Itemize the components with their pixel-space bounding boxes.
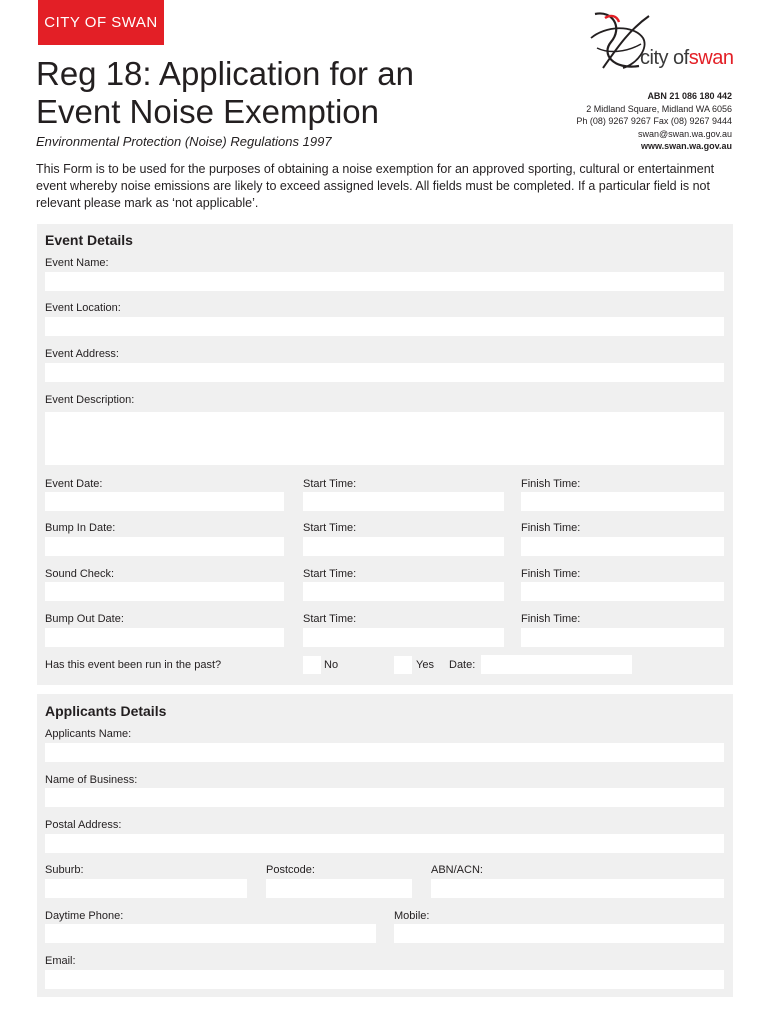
- suburb-label: Suburb:: [45, 864, 84, 876]
- yes-label: Yes: [416, 659, 434, 671]
- event-name-field[interactable]: [45, 272, 724, 291]
- event-location-field[interactable]: [45, 317, 724, 336]
- title-line-2: Event Noise Exemption: [36, 93, 380, 130]
- bump-out-label: Bump Out Date:: [45, 613, 124, 625]
- bump-in-label: Bump In Date:: [45, 522, 116, 534]
- suburb-field[interactable]: [45, 879, 247, 898]
- email-text: swan@swan.wa.gov.au: [637, 128, 732, 139]
- logo-swan-text: swan: [688, 47, 734, 69]
- bump-out-finish-label: Finish Time:: [521, 613, 581, 625]
- postal-address-field[interactable]: [45, 834, 724, 853]
- past-date-field[interactable]: [481, 655, 632, 674]
- email-label: Email:: [45, 955, 76, 967]
- event-details-heading: Event Details: [45, 232, 133, 248]
- bump-in-finish-label: Finish Time:: [521, 522, 581, 534]
- org-tab: CITY OF SWAN: [38, 0, 164, 45]
- event-start-label: Start Time:: [303, 478, 357, 490]
- no-checkbox[interactable]: [303, 656, 321, 674]
- sound-check-start-label: Start Time:: [303, 568, 357, 580]
- business-name-label: Name of Business:: [45, 774, 138, 786]
- contact-block: [576, 90, 732, 153]
- mobile-field[interactable]: [394, 924, 724, 943]
- business-name-field[interactable]: [45, 788, 724, 807]
- page-title: [36, 55, 456, 131]
- address-text: 2 Midland Square, Midland WA 6056: [586, 103, 732, 114]
- page-subtitle: Environmental Protection (Noise) Regulations 1997: [36, 134, 332, 149]
- sound-check-finish-time-field[interactable]: [521, 582, 724, 601]
- daytime-phone-field[interactable]: [45, 924, 376, 943]
- bump-in-start-time-field[interactable]: [303, 537, 504, 556]
- event-finish-label: Finish Time:: [521, 478, 581, 490]
- bump-out-start-label: Start Time:: [303, 613, 357, 625]
- event-description-label: Event Description:: [45, 394, 135, 406]
- event-address-field[interactable]: [45, 363, 724, 382]
- logo-city-text: city of: [640, 47, 689, 69]
- daytime-phone-label: Daytime Phone:: [45, 910, 124, 922]
- bump-out-start-time-field[interactable]: [303, 628, 504, 647]
- event-finish-time-field[interactable]: [521, 492, 724, 511]
- title-line-1: Reg 18: Application for an: [36, 55, 414, 92]
- applicant-name-label: Applicants Name:: [45, 728, 132, 740]
- abn-acn-label: ABN/ACN:: [431, 864, 483, 876]
- no-label: No: [324, 659, 339, 671]
- sound-check-finish-label: Finish Time:: [521, 568, 581, 580]
- event-start-time-field[interactable]: [303, 492, 504, 511]
- yes-checkbox[interactable]: [394, 656, 412, 674]
- logo-wordmark: [640, 47, 733, 70]
- past-date-label: Date:: [449, 659, 476, 671]
- event-address-label: Event Address:: [45, 348, 119, 360]
- event-location-label: Event Location:: [45, 302, 121, 314]
- event-date-field[interactable]: [45, 492, 284, 511]
- event-date-label: Event Date:: [45, 478, 103, 490]
- abn-text: ABN 21 086 180 442: [647, 91, 732, 101]
- bump-out-date-field[interactable]: [45, 628, 284, 647]
- event-name-label: Event Name:: [45, 257, 109, 269]
- email-field[interactable]: [45, 970, 724, 989]
- sound-check-start-time-field[interactable]: [303, 582, 504, 601]
- event-description-field[interactable]: [45, 412, 724, 465]
- postcode-field[interactable]: [266, 879, 412, 898]
- intro-paragraph: This Form is to be used for the purposes of obtaining a noise exemption for an approved sporting, cultural or entertainment event whereby noise emissions are likely to exceed assigned levels. All fields must be completed. If a particular field is not relevant please mark as ‘not applicable’.: [36, 162, 715, 210]
- bump-in-start-label: Start Time:: [303, 522, 357, 534]
- sound-check-date-field[interactable]: [45, 582, 284, 601]
- mobile-label: Mobile:: [394, 910, 430, 922]
- postal-address-label: Postal Address:: [45, 819, 122, 831]
- bump-in-date-field[interactable]: [45, 537, 284, 556]
- postcode-label: Postcode:: [266, 864, 315, 876]
- applicant-name-field[interactable]: [45, 743, 724, 762]
- phone-text: Ph (08) 9267 9267 Fax (08) 9267 9444: [576, 116, 732, 126]
- sound-check-label: Sound Check:: [45, 568, 115, 580]
- bump-in-finish-time-field[interactable]: [521, 537, 724, 556]
- bump-out-finish-time-field[interactable]: [521, 628, 724, 647]
- run-past-label: Has this event been run in the past?: [45, 659, 222, 671]
- applicant-details-heading: Applicants Details: [45, 703, 167, 719]
- abn-acn-field[interactable]: [431, 879, 724, 898]
- web-text: www.swan.wa.gov.au: [640, 141, 732, 151]
